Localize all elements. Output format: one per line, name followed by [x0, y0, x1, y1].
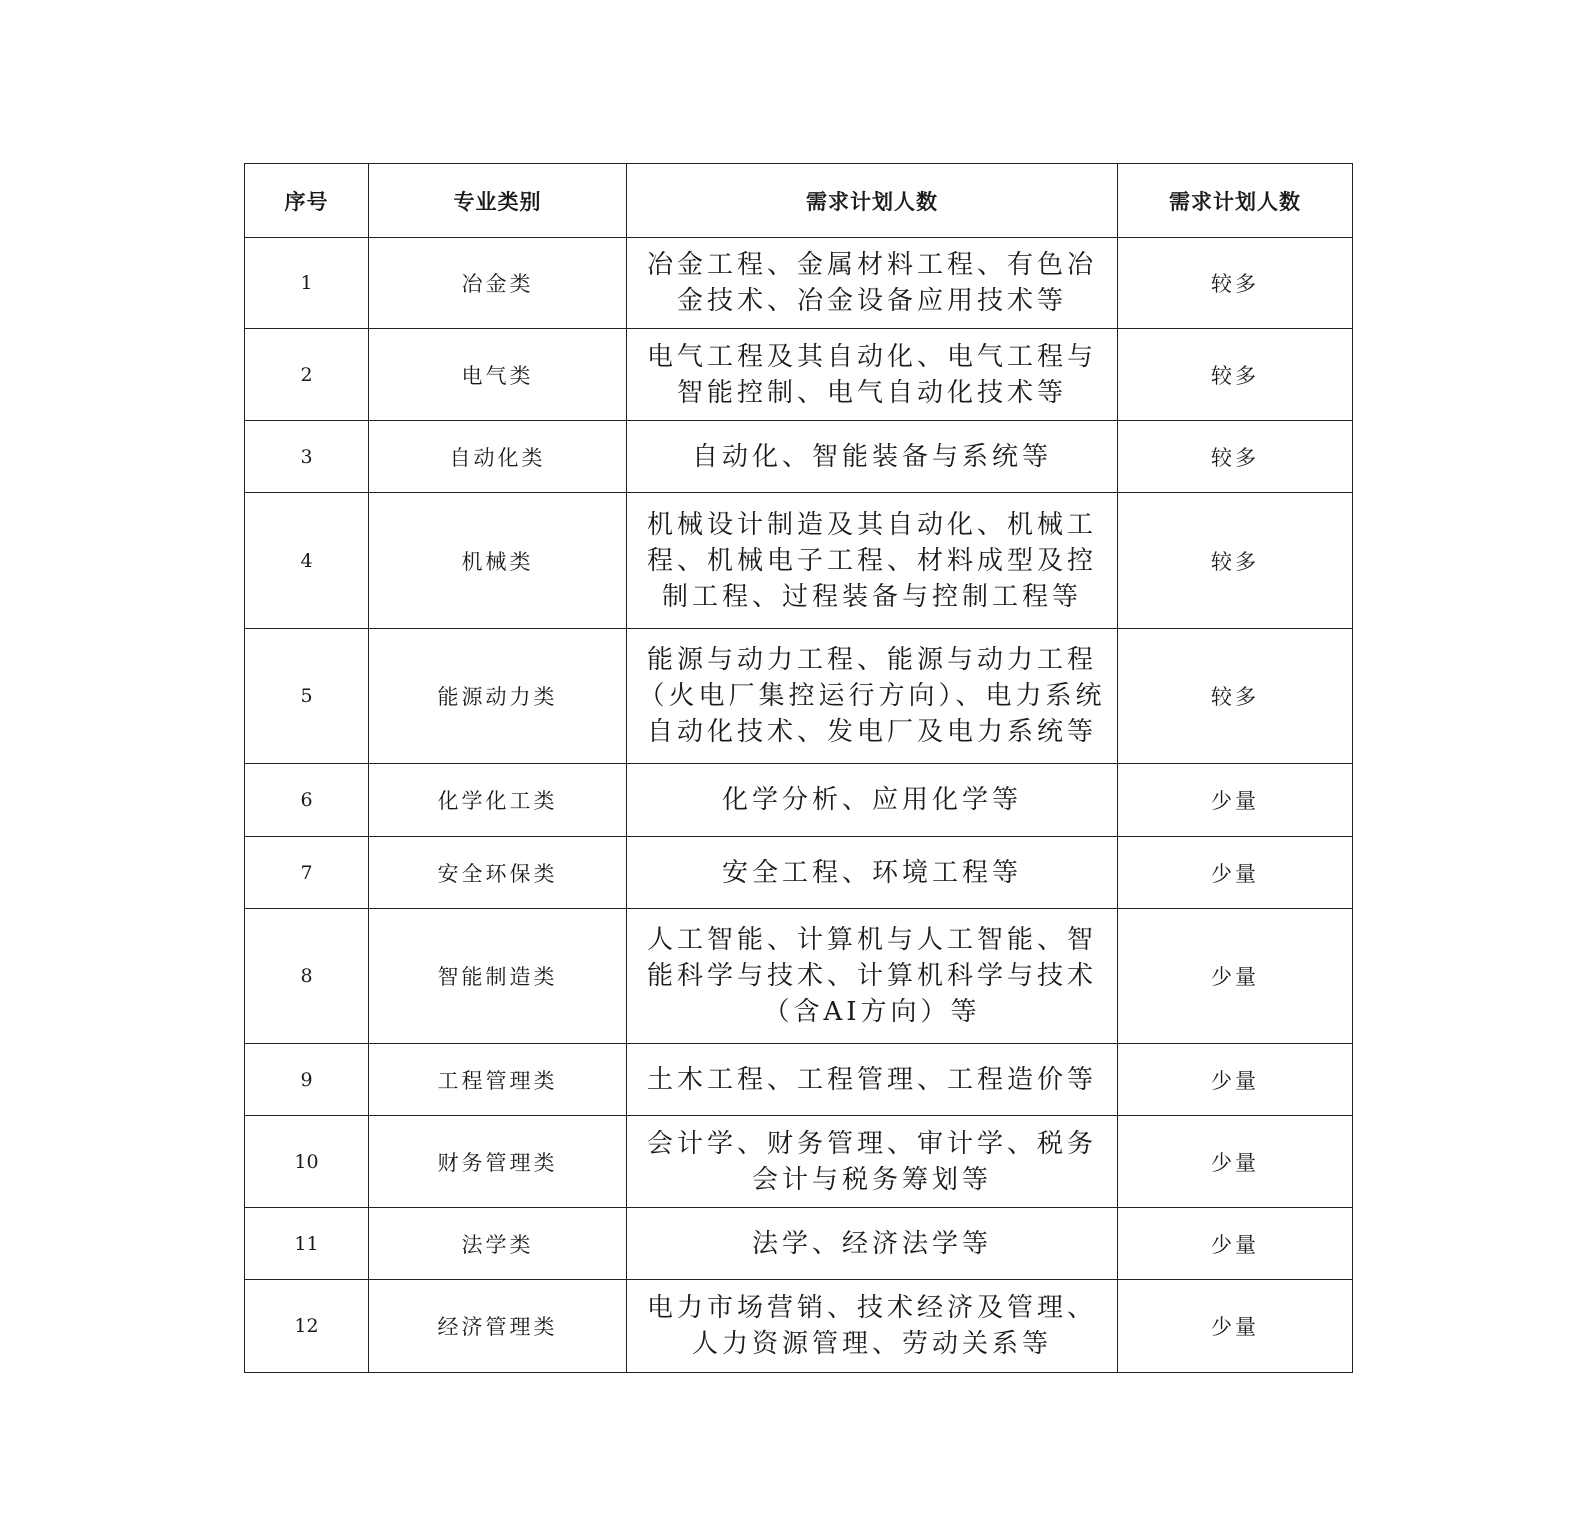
row-majors: 自动化、智能装备与系统等 — [627, 421, 1118, 493]
row-demand: 较多 — [1118, 421, 1353, 493]
row-demand: 较多 — [1118, 629, 1353, 764]
row-number: 10 — [245, 1116, 369, 1208]
row-number: 6 — [245, 764, 369, 837]
row-demand: 少量 — [1118, 1044, 1353, 1116]
row-number: 4 — [245, 493, 369, 629]
row-number: 12 — [245, 1280, 369, 1373]
table-row — [245, 764, 1353, 837]
row-majors: 土木工程、工程管理、工程造价等 — [627, 1044, 1118, 1116]
row-majors: 人工智能、计算机与人工智能、智能科学与技术、计算机科学与技术（含AI方向）等 — [627, 909, 1118, 1044]
row-category: 电气类 — [369, 329, 627, 421]
table-row — [245, 493, 1353, 629]
row-category: 冶金类 — [369, 238, 627, 329]
row-number: 8 — [245, 909, 369, 1044]
row-number: 1 — [245, 238, 369, 329]
row-number: 9 — [245, 1044, 369, 1116]
table-row — [245, 909, 1353, 1044]
row-majors: 冶金工程、金属材料工程、有色冶金技术、冶金设备应用技术等 — [627, 238, 1118, 329]
row-category: 机械类 — [369, 493, 627, 629]
row-majors: 法学、经济法学等 — [627, 1208, 1118, 1280]
row-number: 3 — [245, 421, 369, 493]
row-majors: 会计学、财务管理、审计学、税务会计与税务筹划等 — [627, 1116, 1118, 1208]
row-number: 2 — [245, 329, 369, 421]
table-row — [245, 837, 1353, 909]
row-category: 智能制造类 — [369, 909, 627, 1044]
table-row — [245, 1044, 1353, 1116]
row-majors: 电力市场营销、技术经济及管理、人力资源管理、劳动关系等 — [627, 1280, 1118, 1373]
row-majors: 安全工程、环境工程等 — [627, 837, 1118, 909]
table-row — [245, 238, 1353, 329]
row-demand: 少量 — [1118, 1116, 1353, 1208]
row-category: 化学化工类 — [369, 764, 627, 837]
row-demand: 少量 — [1118, 837, 1353, 909]
row-demand: 少量 — [1118, 909, 1353, 1044]
table-header-row — [245, 164, 1353, 238]
row-demand: 较多 — [1118, 493, 1353, 629]
row-number: 11 — [245, 1208, 369, 1280]
row-demand: 少量 — [1118, 764, 1353, 837]
row-demand: 较多 — [1118, 329, 1353, 421]
table-row — [245, 629, 1353, 764]
table-row — [245, 1208, 1353, 1280]
row-majors: 能源与动力工程、能源与动力工程（火电厂集控运行方向）、电力系统自动化技术、发电厂及电力系统等 — [627, 629, 1118, 764]
row-category: 能源动力类 — [369, 629, 627, 764]
header-serial-number: 序号 — [245, 164, 369, 238]
table-row — [245, 1116, 1353, 1208]
row-majors: 化学分析、应用化学等 — [627, 764, 1118, 837]
row-majors: 电气工程及其自动化、电气工程与智能控制、电气自动化技术等 — [627, 329, 1118, 421]
header-major-category: 专业类别 — [369, 164, 627, 238]
row-category: 财务管理类 — [369, 1116, 627, 1208]
table-row — [245, 1280, 1353, 1373]
row-category: 经济管理类 — [369, 1280, 627, 1373]
row-category: 自动化类 — [369, 421, 627, 493]
row-category: 工程管理类 — [369, 1044, 627, 1116]
row-majors: 机械设计制造及其自动化、机械工程、机械电子工程、材料成型及控制工程、过程装备与控制工程等 — [627, 493, 1118, 629]
row-demand: 少量 — [1118, 1208, 1353, 1280]
demand-table — [244, 163, 1353, 1373]
header-demand-plan-count: 需求计划人数 — [1118, 164, 1353, 238]
row-demand: 较多 — [1118, 238, 1353, 329]
row-number: 7 — [245, 837, 369, 909]
header-demand-plan: 需求计划人数 — [627, 164, 1118, 238]
table-row — [245, 421, 1353, 493]
row-number: 5 — [245, 629, 369, 764]
row-category: 法学类 — [369, 1208, 627, 1280]
row-category: 安全环保类 — [369, 837, 627, 909]
table-row — [245, 329, 1353, 421]
row-demand: 少量 — [1118, 1280, 1353, 1373]
